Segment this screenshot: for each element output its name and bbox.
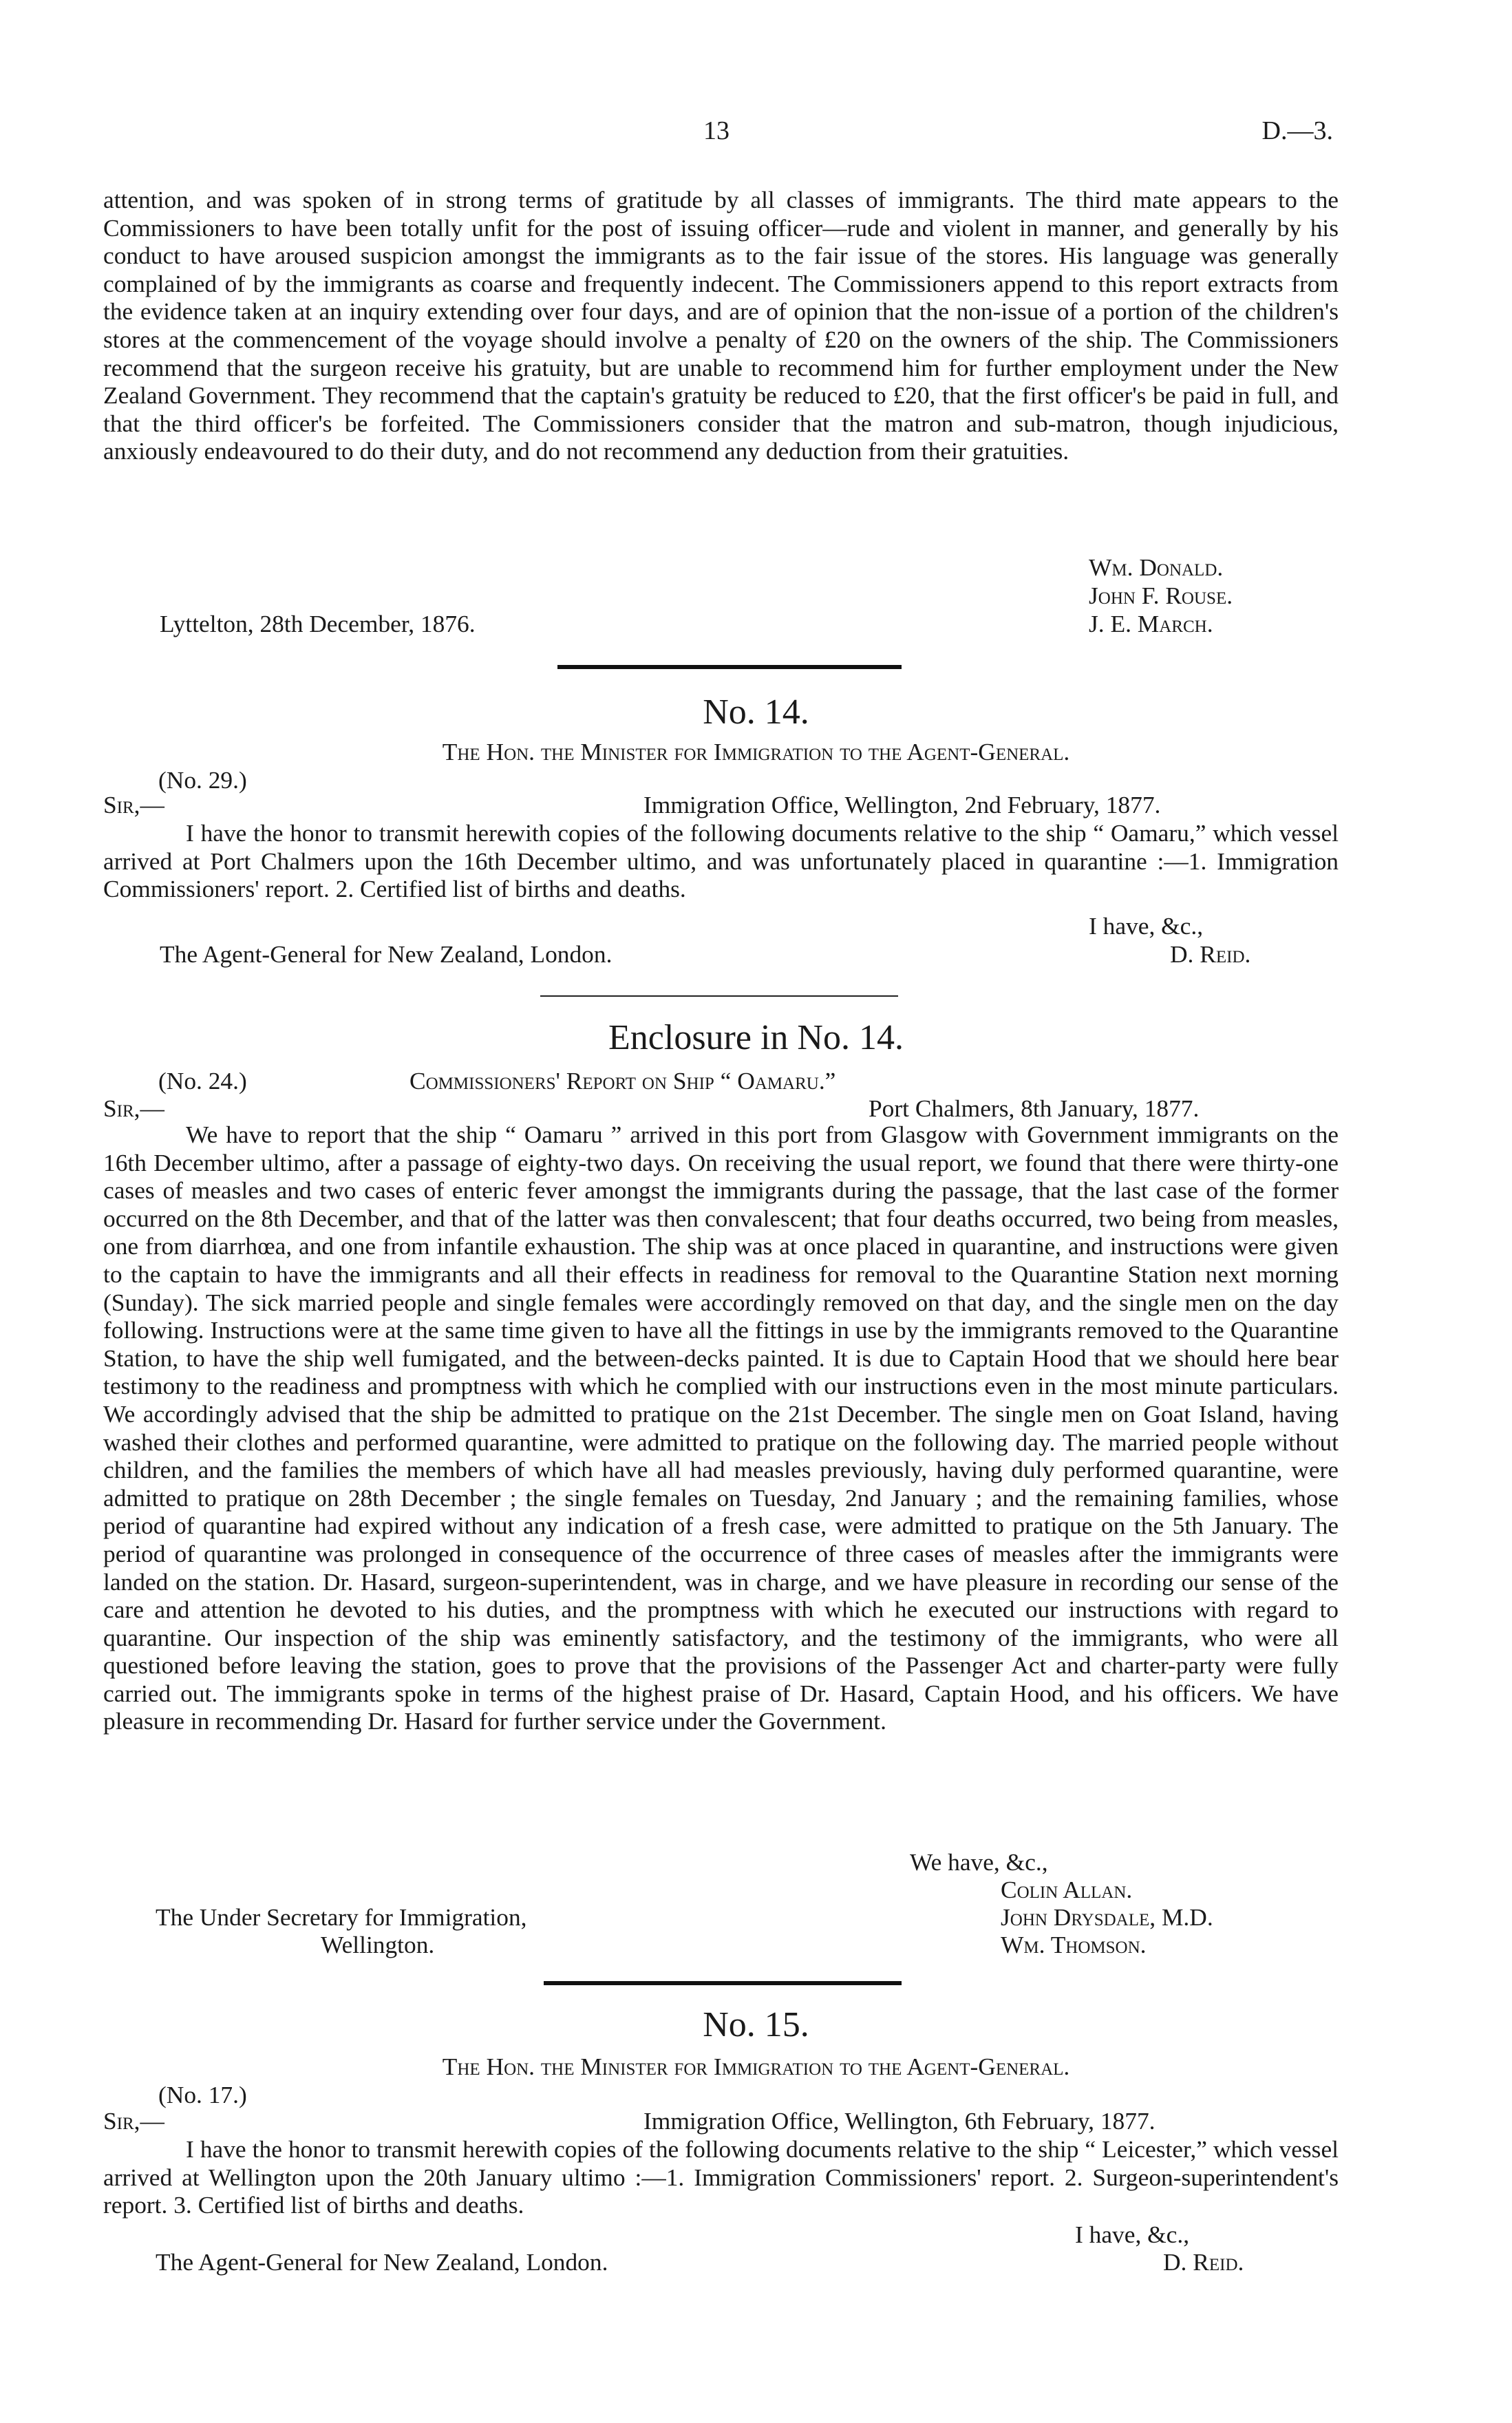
letter-number-24: (No. 24.) [158, 1067, 247, 1094]
signatory-drysdale: John Drysdale, M.D. [1001, 1903, 1213, 1931]
recipient-enclosure-line2: Wellington. [321, 1931, 435, 1958]
continuation-paragraph: attention, and was spoken of in strong terms of gratitude by all classes of immigrants. The third mate appears to the Commissioners to have been totally unfit for the post of issuing officer—rude and violent in manner, and generally by his conduct to have aroused suspicion amongst the immigrants as to the fair issue of the stores. His language was generally complained of by the immigrants as coarse and frequently indecent. The Commissioners append to this report extracts from the evidence taken at an inquiry extending over four days, and are of opinion that the non-issue of a portion of the children's stores at the commencement of the voyage should involve a penalty of £20 on the owners of the ship. The Commissioners recommend that the surgeon receive his gratuity, but are unable to recommend him for further employment under the New Zealand Government. They recommend that the captain's gratuity be reduced to £20, that the first officer's be paid in full, and that the third officer's be forfeited. The Commissioners consider that the matron and sub-matron, though injudicious, anxiously endeavoured to do their duty, and do not recommend any deduction from their gratuities. [103, 186, 1339, 465]
recipient-no-14: The Agent-General for New Zealand, London. [160, 940, 613, 968]
heading-no-15: No. 15. [703, 2005, 809, 2044]
page-number: 13 [703, 116, 730, 145]
salutation-no-15: Sir,— [103, 2107, 164, 2135]
report-continuation [103, 186, 1339, 465]
address-enclosure: Port Chalmers, 8th January, 1877. [869, 1094, 1200, 1122]
closing-no-15: I have, &c., [1075, 2221, 1190, 2248]
signatory-allan: Colin Allan. [1001, 1876, 1133, 1903]
section-divider [557, 665, 902, 669]
subtitle-no-14: The Hon. the Minister for Immigration to the Agent-General. [442, 738, 1070, 765]
page-header [0, 116, 1512, 150]
closing-no-14: I have, &c., [1089, 912, 1204, 940]
body-enclosure [103, 1121, 1339, 1735]
place-date: Lyttelton, 28th December, 1876. [160, 610, 476, 637]
signatory-donald: Wm. Donald. [1089, 553, 1224, 581]
document-reference: D.—3. [1261, 116, 1333, 145]
address-no-15: Immigration Office, Wellington, 6th February, 1877. [643, 2107, 1156, 2135]
signature-no-15: D. Reid. [1163, 2248, 1244, 2276]
body-no-14-paragraph: I have the honor to transmit herewith copies of the following documents relative to the ship “ Oamaru,” which vessel arrived at Port Chalmers upon the 16th December ultimo, and was unfortunately placed in quarantine :—1. Immigration Commissioners' report. 2. Certified list of births and deaths. [103, 819, 1339, 903]
section-divider [540, 995, 898, 997]
signatory-thomson: Wm. Thomson. [1001, 1931, 1147, 1958]
body-no-15-paragraph: I have the honor to transmit herewith copies of the following documents relative to the ship “ Leicester,” which vessel arrived at Wellington upon the 20th January ultimo :—1. Immigration Commissioners' report. 2. Surgeon-superintendent's report. 3. Certified list of births and deaths. [103, 2135, 1339, 2219]
enclosure-title: Commissioners' Report on Ship “ Oamaru.” [409, 1067, 836, 1094]
subtitle-no-15: The Hon. the Minister for Immigration to the Agent-General. [442, 2053, 1070, 2080]
signatory-march: J. E. March. [1089, 610, 1213, 637]
closing-enclosure: We have, &c., [910, 1848, 1048, 1876]
address-no-14: Immigration Office, Wellington, 2nd February, 1877. [643, 791, 1161, 818]
body-enclosure-paragraph: We have to report that the ship “ Oamaru ” arrived in this port from Glasgow with Government immigrants on the 16th December ultimo, after a passage of eighty-two days. On receiving the usual report, we found that there were thirty-one cases of measles and two cases of enteric fever amongst the immigrants during the passage, that the last case of the former occurred on the 8th December, and that of the latter was then convalescent; that four deaths occurred, two being from measles, one from diarrhœa, and one from infantile exhaustion. The ship was at once placed in quarantine, and instructions were given to the captain to have the immigrants and all their effects in readiness for removal to the Quarantine Station next morning (Sunday). The sick married people and single females were accordingly removed on that day, and the single men on the day following. Instructions were at the same time given to have all the fittings in use by the immigrants removed to the Quarantine Station, to have the ship well fumigated, and the between-decks painted. It is due to Captain Hood that we should here bear testimony to the readiness and promptness with which he complied with our instructions even in the most minute particulars. We accordingly advised that the ship be admitted to pratique on the 21st December. The single men on Goat Island, having washed their clothes and performed quarantine, were admitted to pratique on the following day. The married people without children, and the families the members of which have all had measles previously, having duly performed quarantine, were admitted to pratique on 28th December ; the single females on Tuesday, 2nd January ; and the remaining families, whose period of quarantine had expired without any indication of a fresh case, were admitted to pratique on the 5th January. The period of quarantine was prolonged in consequence of the occurrence of three cases of measles after the immigrants were landed on the station. Dr. Hasard, surgeon-superintendent, was in charge, and we have pleasure in recording our sense of the care and attention he devoted to his duties, and the promptness with which he executed our instructions with regard to quarantine. Our inspection of the ship was eminently satisfactory, and the testimony of the immigrants, who were all questioned before leaving the station, goes to prove that the provisions of the Passenger Act and charter-party were fully carried out. The immigrants spoke in terms of the highest praise of Dr. Hasard, Captain Hood, and his officers. We have pleasure in recommending Dr. Hasard for further service under the Government. [103, 1121, 1339, 1735]
salutation-enclosure: Sir,— [103, 1094, 164, 1122]
section-divider [544, 1981, 902, 1985]
heading-no-14: No. 14. [703, 692, 809, 732]
recipient-enclosure-line1: The Under Secretary for Immigration, [156, 1903, 527, 1931]
body-no-15 [103, 2135, 1339, 2219]
signatory-rouse: John F. Rouse. [1089, 582, 1233, 609]
letter-number-29: (No. 29.) [158, 766, 247, 794]
body-no-14 [103, 819, 1339, 903]
salutation-no-14: Sir,— [103, 791, 164, 818]
heading-enclosure: Enclosure in No. 14. [608, 1018, 904, 1057]
signature-no-14: D. Reid. [1170, 940, 1251, 968]
recipient-no-15: The Agent-General for New Zealand, London. [156, 2248, 608, 2276]
letter-number-17: (No. 17.) [158, 2081, 247, 2108]
